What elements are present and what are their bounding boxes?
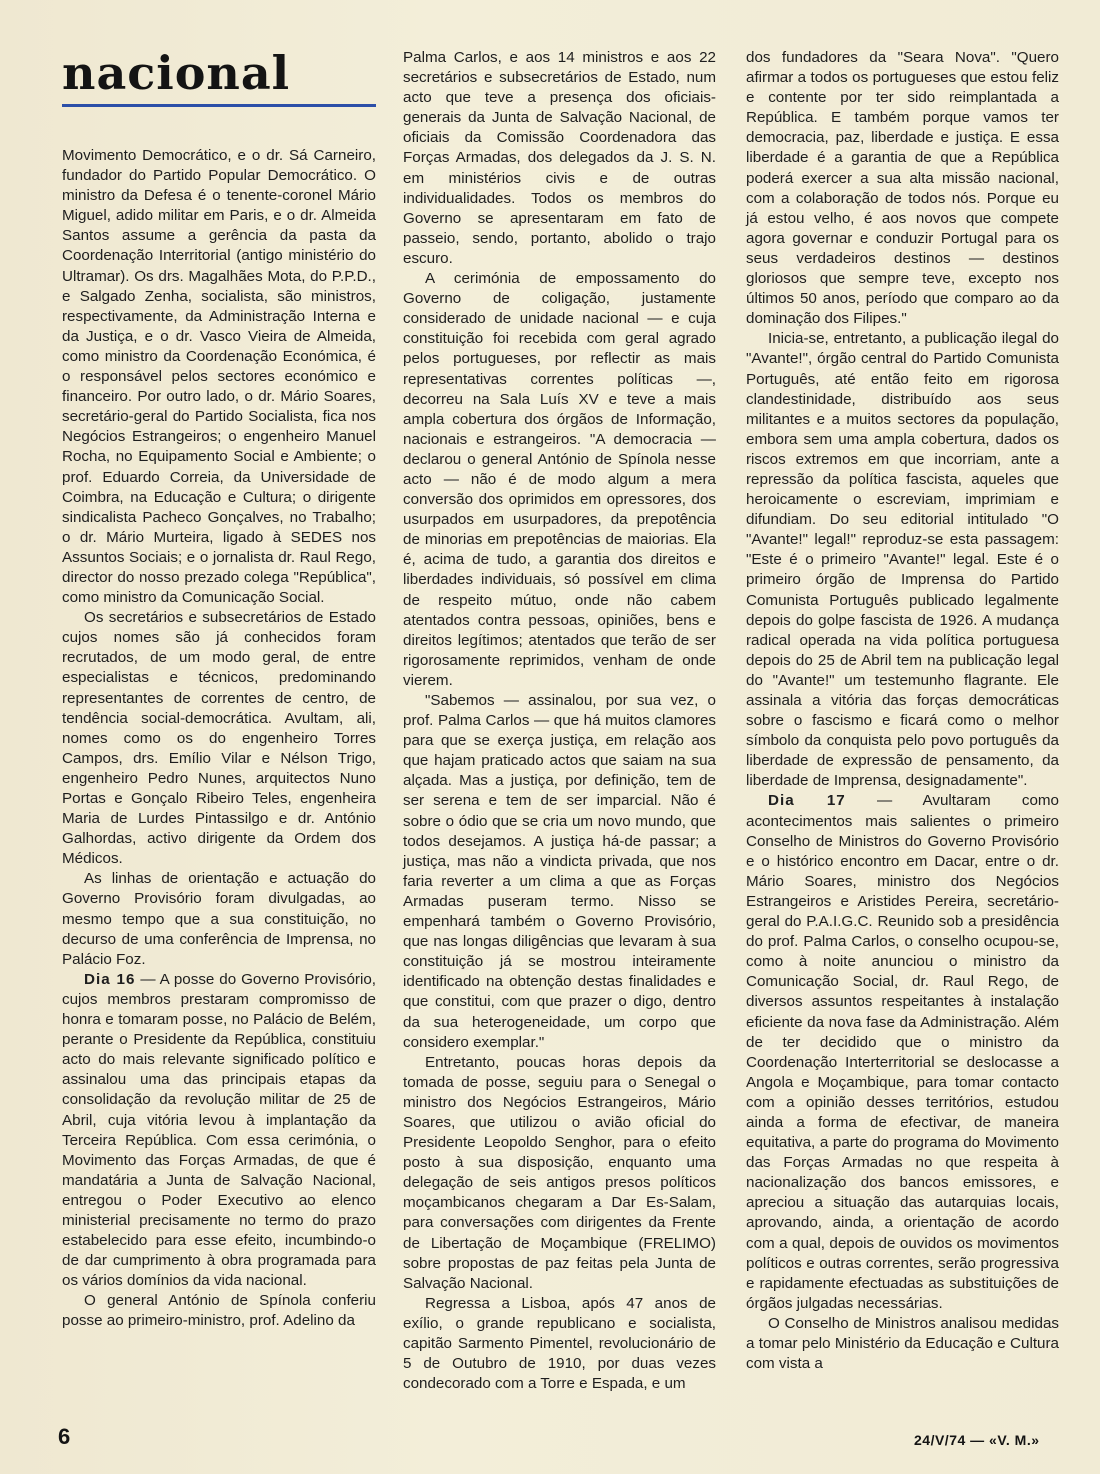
paragraph-text: — Avultaram como acontecimentos mais salientes o primeiro Conselho de Ministros do Governo Provisório e o histórico encontro em Dacar, entre o dr. Mário Soares, ministro dos Negócios Estrangeiros e Aristides Pereira, secretário-geral do P.A.I.G.C. Reunido sob a presidência do prof. Palma Carlos, o conselho ocupou-se, como à noite anunciou o ministro da Comunicação Social, dr. Raul Rego, de diversos assuntos respeitantes à instalação eficiente da nova fase da Administração. Além de ter decidido que o ministro da Coordenação Interterritorial se deslocasse a Angola e Moçambique, para tomar contacto com a opinião desses territórios, estudou ainda a forma de efectivar, de maneira equitativa, a parte do programa do Movimento das Forças Armadas no que respeita à nacionalização dos bancos emissores, e apreciou a situação das autarquias locais, aprovando, ainda, a orientação de acordo com a qual, depois de ouvidos os movimentos políticos e outras correntes, serão progressiva e rapidamente efectuadas as substituições de órgãos julgadas necessárias. — [746, 792, 1059, 1312]
section-title: nacional — [62, 46, 291, 100]
page-number: 6 — [58, 1424, 71, 1449]
paragraph: O Conselho de Ministros analisou medidas a tomar pelo Ministério da Educação e Cultura com vista a — [746, 1314, 1059, 1373]
paragraph: Entretanto, poucas horas depois da tomada de posse, seguiu para o Senegal o ministro dos Negócios Estrangeiros, Mário Soares, que utilizou o avião oficial do Presidente Leopoldo Senghor, para o efeito posto à sua disposição, enquanto uma delegação de seis antigos presos políticos moçambicanos chegaram a Dar Es-Salam, para conversações com dirigentes da Frente de Libertação de Moçambique (FRELIMO) sobre propostas de paz feitas pela Junta de Salvação Nacional. — [403, 1053, 716, 1292]
paragraph: dos fundadores da "Seara Nova". "Quero afirmar a todos os portugueses que estou feliz e contente por ter sido reimplantada a República. E também porque vamos ter democracia, paz, liberdade e justiça. E essa liberdade é a garantia de que a República poderá exercer a sua alta missão nacional, com a colaboração de todos nós. Porque eu já estou velho, é aos novos que compete agora governar e conduzir Portugal para os seus verdadeiros destinos — destinos gloriosos que sempre teve, excepto nos últimos 50 anos, período que comparo ao da dominação dos Filipes." — [746, 49, 1059, 328]
day-heading: Dia 17 — [768, 792, 846, 810]
paragraph: O general António de Spínola conferiu posse ao primeiro-ministro, prof. Adelino da — [62, 1292, 376, 1330]
paragraph: As linhas de orientação e actuação do Governo Provisório foram divulgadas, ao mesmo tempo que a sua constituição, no decurso de uma conferência de Imprensa, no Palácio Foz. — [62, 870, 376, 968]
paragraph: Palma Carlos, e aos 14 ministros e aos 22 secretários e subsecretários de Estado, num acto que teve a presença dos oficiais-generais da Junta de Salvação Nacional, de oficiais da Comissão Coordenadora das Forças Armadas, dos delegados da J. S. N. em ministérios civis e de outras individualidades. Todos os membros do Governo se apresentaram em fato de passeio, sendo, portanto, abolido o trajo escuro. — [403, 49, 716, 267]
paragraph-text: — A posse do Governo Provisório, cujos membros prestaram compromisso de honra e tomaram posse, no Palácio de Belém, perante o Presidente da República, constituiu acto do mais relevante significado político e assinalou uma das principais etapas da consolidação da revolução militar de 25 de Abril, cuja vitória levou à implantação da Terceira República. Com essa cerimónia, o Movimento das Forças Armadas, de que é mandatária a Junta de Salvação Nacional, entregou o Poder Executivo ao elenco ministerial precisamente no termo do prazo estabelecido para esse efeito, incumbindo-o de dar cumprimento à obra programada para os vários domínios da vida nacional. — [62, 970, 377, 1290]
paragraph-dia-16 — [62, 970, 376, 1292]
title-underline — [62, 104, 376, 107]
paragraph: Movimento Democrático, e o dr. Sá Carneiro, fundador do Partido Popular Democrático. O ministro da Defesa é o tenente-coronel Mário Miguel, adido militar em Paris, e o dr. Almeida Santos assume a gerência da pasta da Coordenação Interritorial (antigo ministério do Ultramar). Os drs. Magalhães Mota, do P.P.D., e Salgado Zenha, socialista, são ministros, respectivamente, da Administração Interna e da Justiça, e o dr. Vasco Vieira de Almeida, como ministro da Coordenação Económica, é o responsável pelos sectores económico e financeiro. Por outro lado, o dr. Mário Soares, secretário-geral do Partido Socialista, fica nos Negócios Estrangeiros; o engenheiro Manuel Rocha, no Equipamento Social e Ambiente; o prof. Eduardo Correia, da Universidade de Coimbra, na Educação e Cultura; o dirigente sindicalista Pacheco Gonçalves, no Trabalho; o dr. Mário Murteira, ligado à SEDES nos Assuntos Sociais; e o jornalista dr. Raul Rego, director do nosso prezado colega "República", como ministro da Comunicação Social. — [62, 147, 376, 607]
issue-footer: 24/V/74 — «V. M.» — [914, 1432, 1040, 1448]
paragraph: Os secretários e subsecretários de Estado cujos nomes são já conhecidos foram recrutados, de um modo geral, de entre especialistas e técnicos, predominando representantes de correntes de centro, de tendência social-democrática. Avultam, ali, nomes como os do engenheiro Torres Campos, drs. Emílio Vilar e Nélson Trigo, engenheiro Pedro Nunes, arquitectos Nuno Portas e Gonçalo Ribeiro Teles, engenheira Maria de Lurdes Pintassilgo e dr. António Galhordas, activo dirigente da Ordem dos Médicos. — [62, 609, 376, 868]
text-column-2 — [403, 48, 716, 1394]
paragraph: Inicia-se, entretanto, a publicação ilegal do "Avante!", órgão central do Partido Comunista Português, até então feito em rigorosa clandestinidade, distribuído aos seus militantes e a muitos sectores da população, embora sem uma ampla cobertura, dados os riscos extremos em que incorriam, ante a repressão da política fascista, aqueles que heroicamente o escreviam, imprimiam e difundiam. Do seu editorial intitulado "O "Avante!" legal!" reproduz-se esta passagem: "Este é o primeiro "Avante!" legal. Este é o primeiro órgão de Imprensa do Partido Comunista Português publicado legalmente depois do golpe fascista de 1926. A mudança radical operada na vida política portuguesa depois do 25 de Abril tem na publicação legal do "Avante!" um testemunho flagrante. Ele assinala a vitória das forças democráticas sobre o fascismo e ficará como o melhor símbolo da conquista pelo povo português da liberdade de expressão de pensamento, da liberdade de Imprensa, designadamente". — [746, 330, 1059, 790]
paragraph: "Sabemos — assinalou, por sua vez, o prof. Palma Carlos — que há muitos clamores para que se exerça justiça, em relação aos que hajam praticado actos que saiam na sua alçada. Mas a justiça, por definição, tem de ser serena e tem de ser imparcial. Não é sobre o ódio que se cria um novo mundo, que todos desejamos. A justiça há-de passar; a justiça, mas não a vindicta privada, que nos faria reverter a um clima a que as Forças Armadas puseram termo. Nisso se empenhará também o Governo Provisório, que nas longas diligências que levaram à sua constituição já se mostrou inteiramente identificado na obtenção destas finalidades e que constitui, com que prazer o digo, dentro da sua heterogeneidade, um corpo que considero exemplar." — [403, 692, 716, 1051]
paragraph-dia-17 — [746, 791, 1059, 1313]
text-column-3 — [746, 48, 1059, 1374]
paragraph: A cerimónia de empossamento do Governo de coligação, justamente considerado de unidade nacional — e cuja constituição foi recebida com geral agrado pelos portugueses, por reflectir as mais representativas correntes políticas —, decorreu na Sala Luís XV e teve a mais ampla cobertura dos órgãos de Informação, nacionais e estrangeiros. "A democracia — declarou o general António de Spínola nesse acto — não é de modo algum a mera conversão dos oprimidos em opressores, dos usurpados em usurpadores, da prepotência de minorias em prepotências de maiorias. Ela é, acima de tudo, a garantia dos direitos e liberdades individuais, só possível em clima de respeito mútuo, onde não cabem atentados contra pessoas, opiniões, bens e direitos legítimos; atentados que terão de ser rigorosamente reprimidos, venham de onde vierem. — [403, 270, 716, 689]
day-heading: Dia 16 — [84, 970, 136, 988]
paragraph: Regressa a Lisboa, após 47 anos de exílio, o grande republicano e socialista, capitão Sarmento Pimentel, revolucionário de 5 de Outubro de 1910, por duas vezes condecorado com a Torre e Espada, e um — [403, 1294, 716, 1393]
text-column-1 — [62, 146, 376, 1332]
